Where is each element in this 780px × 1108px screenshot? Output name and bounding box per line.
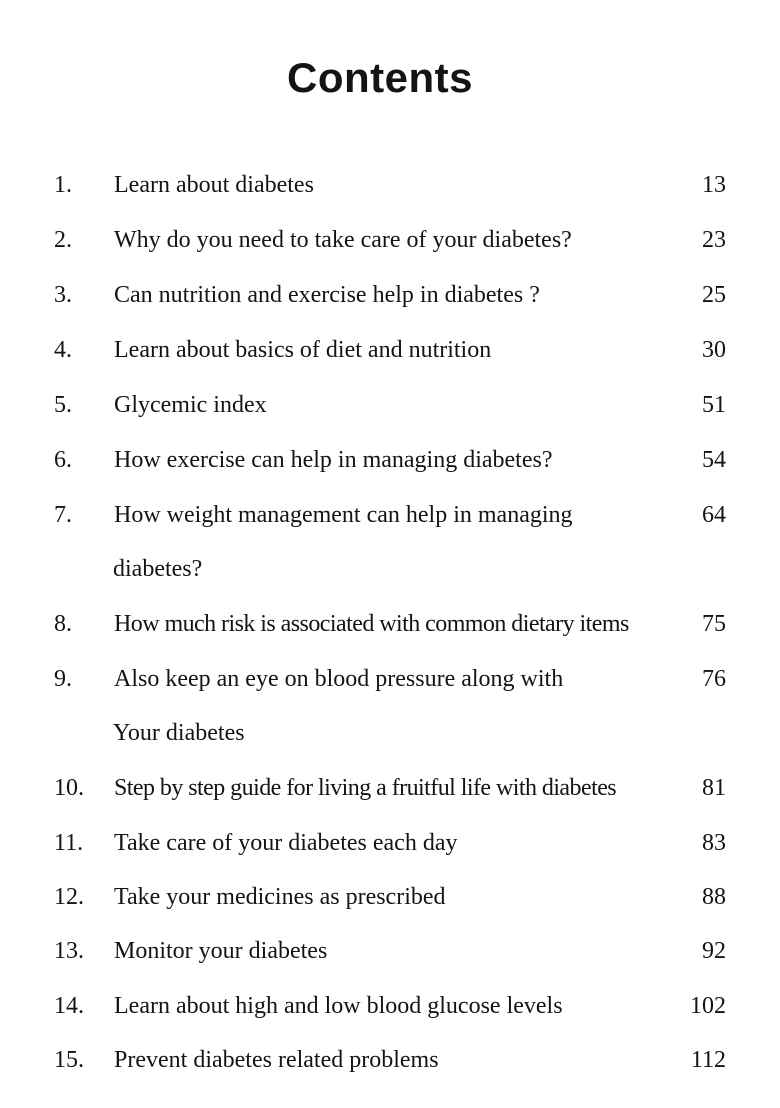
toc-entry-title: How exercise can help in managing diabetes? xyxy=(114,447,553,473)
toc-entry-page: 64 xyxy=(702,502,726,528)
toc-entry-title: Monitor your diabetes xyxy=(114,938,328,964)
toc-entry-number: 9. xyxy=(54,666,72,692)
toc-entry-number: 13. xyxy=(54,938,84,964)
page-title: Contents xyxy=(287,54,473,101)
toc-entry-page: 112 xyxy=(690,1047,726,1073)
toc-entry-page: 13 xyxy=(702,172,726,198)
toc-entry-number: 15. xyxy=(54,1047,84,1073)
toc-entry-title-continued: diabetes? xyxy=(113,556,203,582)
toc-entry xyxy=(0,990,780,1022)
toc-entry-number: 12. xyxy=(54,884,84,910)
toc-entry xyxy=(0,279,780,311)
toc-entry-number: 14. xyxy=(54,993,84,1019)
toc-entry-number: 2. xyxy=(54,227,72,253)
toc-entry-number: 11. xyxy=(54,830,84,856)
toc-entry-number: 5. xyxy=(54,392,72,418)
toc-entry xyxy=(0,1044,780,1076)
toc-entry-title: Learn about high and low blood glucose levels xyxy=(114,993,563,1019)
toc-entry-title: Learn about diabetes xyxy=(114,172,314,198)
toc-entry-page: 23 xyxy=(702,227,726,253)
toc-entry-page: 76 xyxy=(702,666,726,692)
toc-entry-title: Take care of your diabetes each day xyxy=(114,830,458,856)
toc-entry-title: Can nutrition and exercise help in diabetes ? xyxy=(114,282,540,308)
toc-entry-title: Also keep an eye on blood pressure along with xyxy=(114,666,564,692)
toc-entry-title: How much risk is associated with common dietary items xyxy=(114,611,629,637)
toc-entry xyxy=(0,224,780,256)
toc-entry-number: 4. xyxy=(54,337,72,363)
toc-entry xyxy=(0,935,780,967)
toc-entry xyxy=(0,389,780,421)
toc-entry-page: 51 xyxy=(702,392,726,418)
toc-entry-page: 30 xyxy=(702,337,726,363)
toc-entry-title: Step by step guide for living a fruitful life with diabetes xyxy=(114,775,617,801)
toc-entry xyxy=(0,772,780,804)
toc-entry-title: Prevent diabetes related problems xyxy=(114,1047,439,1073)
toc-entry xyxy=(0,608,780,640)
toc-entry-number: 8. xyxy=(54,611,72,637)
toc-entry xyxy=(0,499,780,531)
toc-entry-number: 1. xyxy=(54,172,72,198)
toc-entry-page: 75 xyxy=(702,611,726,637)
toc-entry-page: 81 xyxy=(702,775,726,801)
toc-entry-number: 3. xyxy=(54,282,72,308)
toc-entry-title: Why do you need to take care of your diabetes? xyxy=(114,227,572,253)
toc-entry-title-continued: Your diabetes xyxy=(113,720,245,746)
toc-entry-title: Take your medicines as prescribed xyxy=(114,884,446,910)
toc-entry-number: 10. xyxy=(54,775,84,801)
toc-entry-page: 54 xyxy=(702,447,726,473)
toc-entry xyxy=(0,169,780,201)
toc-entry-title: How weight management can help in managing xyxy=(114,502,573,528)
toc-entry xyxy=(0,334,780,366)
toc-entry xyxy=(0,663,780,695)
toc-entry xyxy=(0,881,780,913)
toc-entry-page: 25 xyxy=(702,282,726,308)
toc-entry xyxy=(0,827,780,859)
toc-entry-title: Glycemic index xyxy=(114,392,267,418)
toc-entry-page: 102 xyxy=(690,993,726,1019)
toc-entry-title: Learn about basics of diet and nutrition xyxy=(114,337,492,363)
toc-entry-page: 92 xyxy=(702,938,726,964)
toc-entry-number: 7. xyxy=(54,502,72,528)
toc-entry xyxy=(0,444,780,476)
toc-entry-page: 88 xyxy=(702,884,726,910)
toc-entry-number: 6. xyxy=(54,447,72,473)
toc-entry-page: 83 xyxy=(702,830,726,856)
